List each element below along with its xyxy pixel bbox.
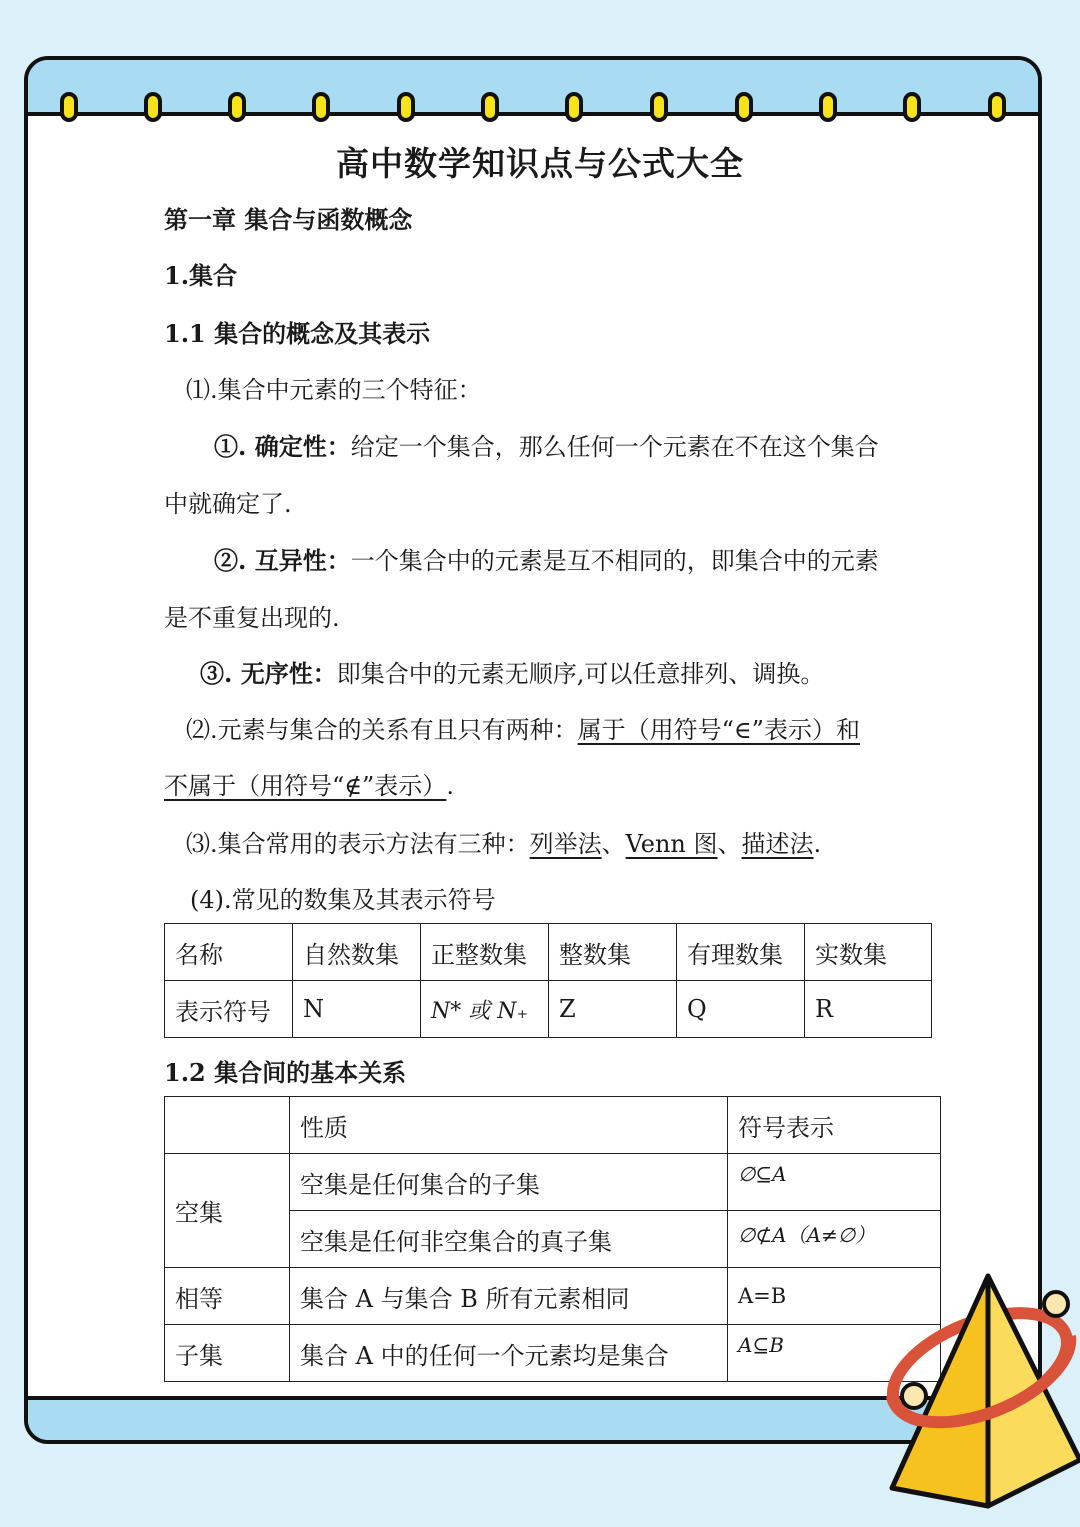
feature-3-label: ③. 无序性： <box>200 659 337 688</box>
table-cell: 集合 A 中的任何一个元素均是集合 <box>290 1325 728 1382</box>
chapter-heading: 第一章 集合与函数概念 <box>164 205 413 234</box>
table-cell: 整数集 <box>549 924 677 981</box>
binder-ring <box>397 92 415 122</box>
binder-ring <box>228 92 246 122</box>
table-cell: ∅⊆A <box>728 1154 941 1211</box>
table-cell: N <box>293 981 421 1038</box>
feature-1-cont: 中就确定了. <box>164 490 292 518</box>
table-cell: 名称 <box>165 924 293 981</box>
table-row <box>165 1154 941 1211</box>
subsection-heading-1-1: 1.1 集合的概念及其表示 <box>164 319 431 348</box>
paragraph-3-prefix: ⑶.集合常用的表示方法有三种： <box>186 830 530 858</box>
binder-ring <box>481 92 499 122</box>
binder-ring <box>735 92 753 122</box>
binder-rings <box>0 92 1080 132</box>
table-cell: 正整数集 <box>421 924 549 981</box>
table-cell: N* 或 N₊ <box>421 981 549 1038</box>
separator: 、 <box>717 830 742 858</box>
method-enumeration: 列举法 <box>529 830 602 858</box>
table-cell: A=B <box>728 1268 941 1325</box>
table-row <box>165 924 932 981</box>
period: . <box>813 830 822 858</box>
table-row <box>165 1325 941 1382</box>
table-cell <box>165 1097 290 1154</box>
binder-ring <box>312 92 330 122</box>
table-cell: Q <box>677 981 805 1038</box>
paragraph-4: (4).常见的数集及其表示符号 <box>190 886 496 914</box>
binder-ring <box>819 92 837 122</box>
section-heading: 1.集合 <box>164 261 238 290</box>
feature-2-text: 一个集合中的元素是互不相同的，即集合中的元素 <box>350 547 879 575</box>
table-cell: 表示符号 <box>165 981 293 1038</box>
table-cell: 实数集 <box>805 924 932 981</box>
separator: 、 <box>601 830 626 858</box>
binder-ring <box>144 92 162 122</box>
binder-ring <box>650 92 668 122</box>
table-cell: 符号表示 <box>728 1097 941 1154</box>
paragraph-3 <box>186 824 821 859</box>
table-cell: 有理数集 <box>677 924 805 981</box>
table-cell: 相等 <box>165 1268 290 1325</box>
feature-2-label: ②. 互异性： <box>214 546 351 575</box>
table-cell: R <box>805 981 932 1038</box>
method-description: 描述法 <box>741 830 814 858</box>
feature-1-text: 给定一个集合，那么任何一个元素在不在这个集合 <box>350 433 879 461</box>
feature-2 <box>214 541 879 576</box>
feature-1-label: ①. 确定性： <box>214 432 351 461</box>
table-row <box>165 981 932 1038</box>
feature-1 <box>214 427 879 462</box>
method-venn: Venn 图 <box>625 830 718 858</box>
binder-ring <box>903 92 921 122</box>
pyramid-orbit-decoration-icon <box>880 1270 1080 1527</box>
table-row <box>165 1268 941 1325</box>
table-cell: 自然数集 <box>293 924 421 981</box>
number-sets-table <box>164 923 932 1038</box>
feature-3 <box>200 654 824 689</box>
table-cell: A⊆B <box>728 1325 941 1382</box>
table-cell: 集合 A 与集合 B 所有元素相同 <box>290 1268 728 1325</box>
table-cell: ∅⊄A（A≠∅） <box>728 1211 941 1268</box>
binder-ring <box>60 92 78 122</box>
paragraph-2-prefix: ⑵.元素与集合的关系有且只有两种： <box>186 716 578 744</box>
paragraph-2-cont <box>164 766 454 801</box>
page-title: 高中数学知识点与公式大全 <box>336 144 744 183</box>
binder-ring <box>565 92 583 122</box>
table-cell: 性质 <box>290 1097 728 1154</box>
table-cell: 空集是任何非空集合的真子集 <box>290 1211 728 1268</box>
table-cell: 子集 <box>165 1325 290 1382</box>
paragraph-2 <box>186 710 860 745</box>
feature-2-cont: 是不重复出现的. <box>164 604 340 632</box>
paragraph-1: ⑴.集合中元素的三个特征： <box>186 376 482 404</box>
feature-3-text: 即集合中的元素无顺序,可以任意排列、调换。 <box>336 660 825 688</box>
set-relations-table <box>164 1096 941 1382</box>
table-cell: 空集 <box>165 1154 290 1268</box>
table-row <box>165 1097 941 1154</box>
not-belongs-to-text: 不属于（用符号“∉”表示） <box>164 772 447 800</box>
binder-ring <box>988 92 1006 122</box>
table-cell: Z <box>549 981 677 1038</box>
period: . <box>446 772 454 800</box>
subsection-heading-1-2: 1.2 集合间的基本关系 <box>164 1058 407 1087</box>
table-cell: 空集是任何集合的子集 <box>290 1154 728 1211</box>
belongs-to-text: 属于（用符号“∈”表示）和 <box>577 716 860 744</box>
